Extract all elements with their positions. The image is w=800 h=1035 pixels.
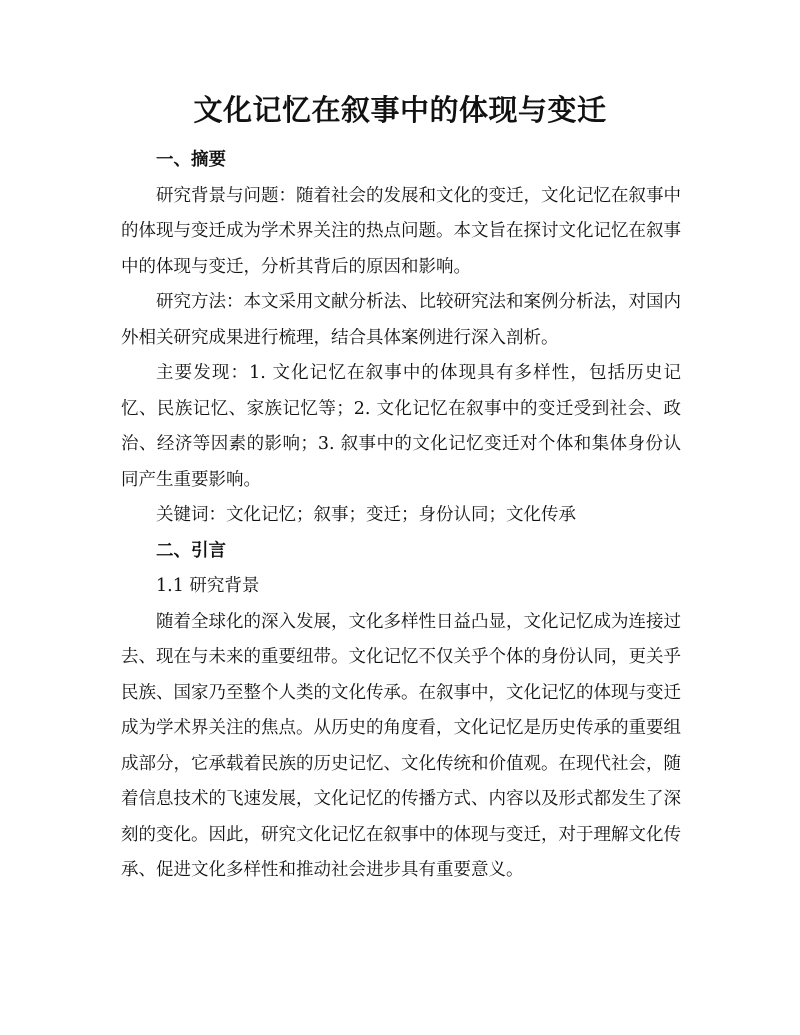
abstract-findings-paragraph: 主要发现：1. 文化记忆在叙事中的体现具有多样性，包括历史记忆、民族记忆、家族记忆等；2. 文化记忆在叙事中的变迁受到社会、政治、经济等因素的影响；3. 叙事中的文化记忆变迁对个体和集体身份认同产生重要影响。 bbox=[121, 363, 681, 490]
abstract-heading: 一、摘要 bbox=[156, 150, 226, 170]
document-title: 文化记忆在叙事中的体现与变迁 bbox=[193, 93, 607, 127]
intro-paragraph: 随着全球化的深入发展，文化多样性日益凸显，文化记忆成为连接过去、现在与未来的重要纽带。文化记忆不仅关乎个体的身份认同，更关乎民族、国家乃至整个人类的文化传承。在叙事中，文化记忆的体现与变迁成为学术界关注的焦点。从历史的角度看，文化记忆是历史传承的重要组成部分，它承载着民族的历史记忆、文化传统和价值观。在现代社会，随着信息技术的飞速发展，文化记忆的传播方式、内容以及形式都发生了深刻的变化。因此，研究文化记忆在叙事中的体现与变迁，对于理解文化传承、促进文化多样性和推动社会进步具有重要意义。 bbox=[121, 611, 681, 880]
keywords-line: 关键词：文化记忆；叙事；变迁；身份认同；文化传承 bbox=[156, 505, 576, 525]
abstract-method-paragraph: 研究方法：本文采用文献分析法、比较研究法和案例分析法，对国内外相关研究成果进行梳理，结合具体案例进行深入剖析。 bbox=[121, 292, 681, 348]
document-body bbox=[121, 143, 681, 889]
intro-subheading: 1.1 研究背景 bbox=[156, 576, 260, 596]
abstract-background-paragraph: 研究背景与问题：随着社会的发展和文化的变迁，文化记忆在叙事中的体现与变迁成为学术界关注的热点问题。本文旨在探讨文化记忆在叙事中的体现与变迁，分析其背后的原因和影响。 bbox=[121, 185, 681, 277]
intro-heading: 二、引言 bbox=[156, 540, 226, 561]
